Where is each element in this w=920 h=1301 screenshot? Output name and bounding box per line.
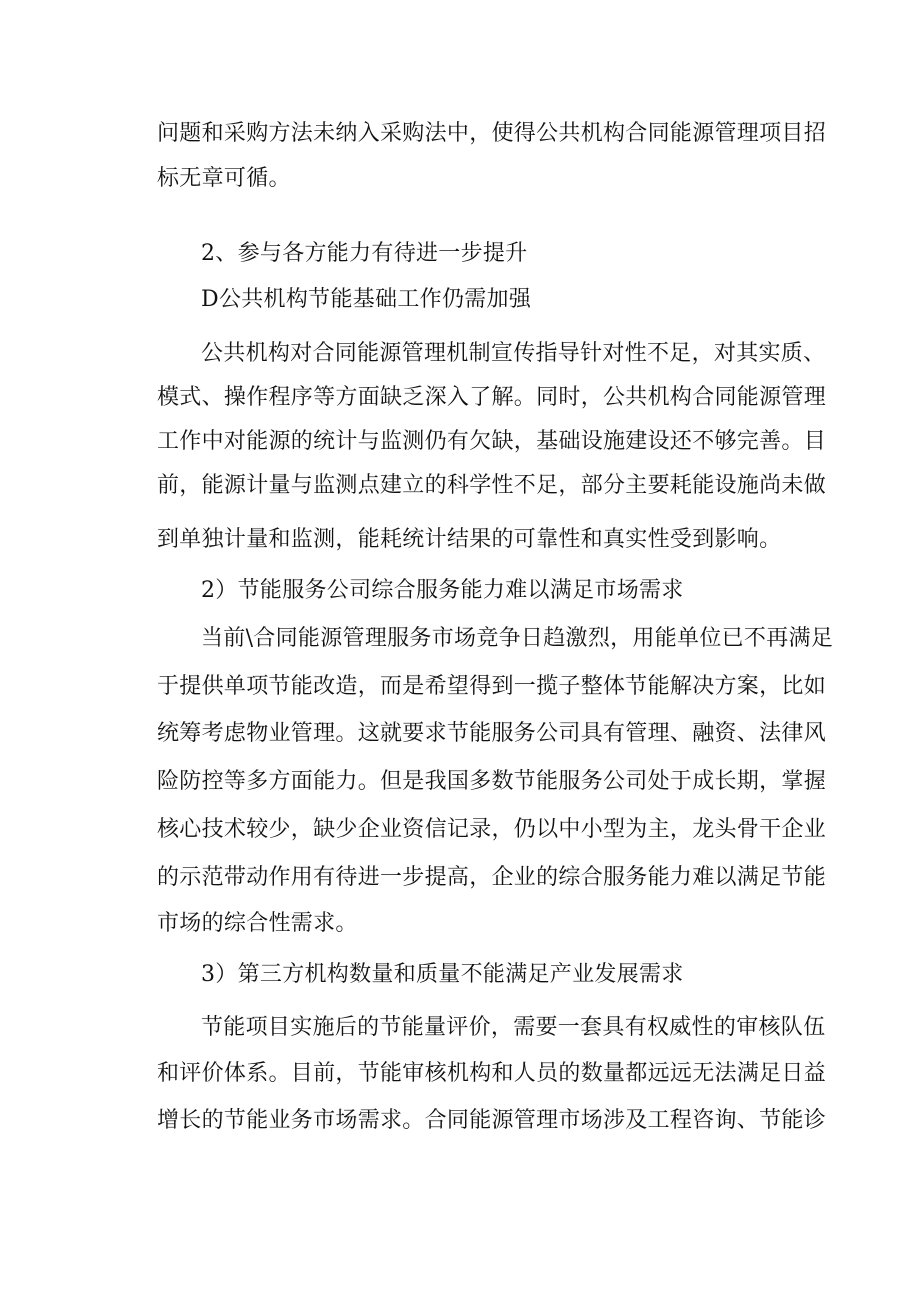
body-text-line: 和评价体系。目前，节能审核机构和人员的数量都远远无法满足日益 [157, 1061, 827, 1086]
body-text-line: 标无章可循。 [157, 166, 291, 191]
body-text-line: 问题和采购方法未纳入采购法中，使得公共机构合同能源管理项目招 [157, 121, 827, 146]
body-text-line: 当前\合同能源管理服务市场竞争日趋激烈，用能单位已不再满足 [201, 626, 834, 651]
subsection-heading: 2）节能服务公司综合服务能力难以满足市场需求 [201, 578, 684, 603]
body-text-line: 的示范带动作用有待进一步提高，企业的综合服务能力难以满足节能 [157, 865, 827, 890]
body-text-line: 公共机构对合同能源管理机制宣传指导针对性不足，对其实质、 [201, 341, 826, 366]
body-text-line: 工作中对能源的统计与监测仍有欠缺，基础设施建设还不够完善。目 [157, 429, 827, 454]
body-text-line: 节能项目实施后的节能量评价，需要一套具有权威性的审核队伍 [201, 1015, 826, 1040]
body-text-line: 增长的节能业务市场需求。合同能源管理市场涉及工程咨询、节能诊 [157, 1108, 827, 1133]
body-text-line: 统筹考虑物业管理。这就要求节能服务公司具有管理、融资、法律风 [157, 721, 827, 746]
body-text-line: 到单独计量和监测，能耗统计结果的可靠性和真实性受到影响。 [157, 527, 782, 552]
body-text-line: 市场的综合性需求。 [157, 911, 358, 936]
subsection-heading: 3）第三方机构数量和质量不能满足产业发展需求 [201, 962, 684, 987]
body-text-line: 核心技术较少，缺少企业资信记录，仍以中小型为主，龙头骨干企业 [157, 817, 827, 842]
body-text-line: 模式、操作程序等方面缺乏深入了解。同时，公共机构合同能源管理 [157, 385, 827, 410]
section-heading: 2、参与各方能力有待进一步提升 [201, 241, 528, 266]
body-text-line: 险防控等多方面能力。但是我国多数节能服务公司处于成长期，掌握 [157, 769, 827, 794]
subsection-heading: D公共机构节能基础工作仍需加强 [201, 287, 532, 312]
body-text-line: 前，能源计量与监测点建立的科学性不足，部分主要耗能设施尚未做 [157, 473, 827, 498]
body-text-line: 于提供单项节能改造，而是希望得到一揽子整体节能解决方案，比如 [157, 674, 827, 699]
